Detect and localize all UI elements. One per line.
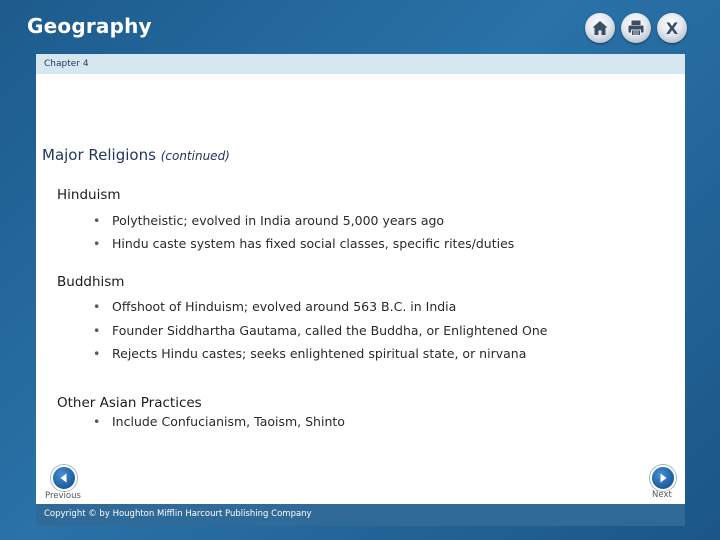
previous-label[interactable]: Previous bbox=[45, 491, 81, 501]
bullet-symbol: • bbox=[93, 299, 101, 314]
printer-icon bbox=[627, 19, 645, 37]
bullet-text: Polytheistic; evolved in India around 5,000 years ago bbox=[112, 213, 445, 228]
bullet-symbol: • bbox=[93, 346, 101, 361]
section-title-other-asian-practices: Other Asian Practices bbox=[57, 395, 202, 411]
print-button[interactable] bbox=[621, 13, 651, 43]
home-button[interactable] bbox=[585, 13, 615, 43]
bullet-symbol: • bbox=[93, 213, 101, 228]
bullet-symbol: • bbox=[93, 236, 101, 251]
arrow-left-icon bbox=[58, 472, 70, 484]
section-title-buddhism: Buddhism bbox=[57, 274, 125, 290]
copyright-text: Copyright © by Houghton Mifflin Harcourt Publishing Company bbox=[44, 509, 312, 519]
heading-text: Major Religions bbox=[42, 146, 156, 164]
bullet-text: Founder Siddhartha Gautama, called the Buddha, or Enlightened One bbox=[112, 323, 548, 338]
next-label[interactable]: Next bbox=[652, 490, 672, 500]
bullet-text: Offshoot of Hinduism; evolved around 563 B.C. in India bbox=[112, 299, 457, 314]
next-button[interactable] bbox=[650, 465, 676, 491]
bullet-item bbox=[93, 299, 456, 314]
bullet-text: Hindu caste system has fixed social classes, specific rites/duties bbox=[112, 236, 515, 251]
slide-heading bbox=[42, 146, 230, 164]
previous-button[interactable] bbox=[51, 465, 77, 491]
chapter-bar bbox=[36, 54, 685, 74]
close-label: X bbox=[665, 19, 679, 37]
footer-bar bbox=[36, 504, 685, 526]
close-button[interactable] bbox=[657, 13, 687, 43]
bullet-item bbox=[93, 346, 526, 361]
bullet-text: Include Confucianism, Taoism, Shinto bbox=[112, 414, 345, 429]
bullet-symbol: • bbox=[93, 414, 101, 429]
bullet-item bbox=[93, 213, 444, 228]
home-icon bbox=[591, 19, 609, 37]
close-x-icon bbox=[663, 19, 681, 37]
bullet-text: Rejects Hindu castes; seeks enlightened spiritual state, or nirvana bbox=[112, 346, 527, 361]
bullet-item bbox=[93, 414, 345, 429]
bullet-symbol: • bbox=[93, 323, 101, 338]
heading-continued: (continued) bbox=[160, 149, 230, 163]
slide-content bbox=[36, 74, 685, 504]
app-title: Geography bbox=[27, 14, 152, 38]
section-title-hinduism: Hinduism bbox=[57, 187, 121, 203]
bullet-item bbox=[93, 236, 514, 251]
arrow-right-icon bbox=[657, 472, 669, 484]
chapter-label: Chapter 4 bbox=[44, 59, 89, 69]
bullet-item bbox=[93, 323, 547, 338]
